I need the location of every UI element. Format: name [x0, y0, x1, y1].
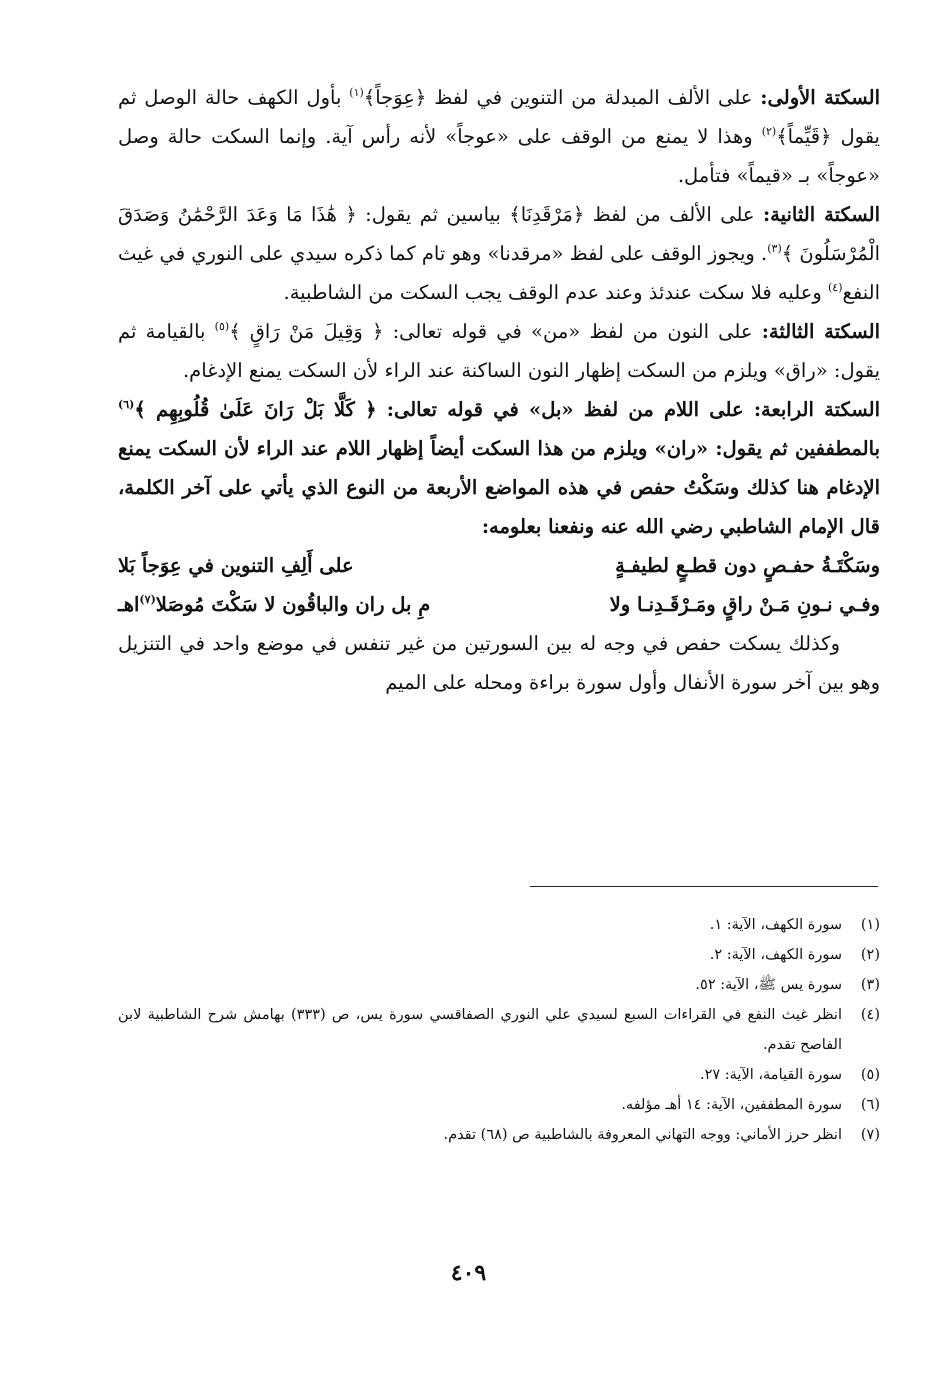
footnote-text: سورة يس ﷺ، الآية: ٥٢.	[695, 977, 842, 993]
paragraph-text: بالمطففين ثم يقول: «ران» ويلزم من هذا السكت أيضاً إظهار اللام عند الراء لأن السكت يمنع الإدغام هنا كذلك وسَكْتُ حفص في هذه المواضع الأربعة من النوع الذي يأتي على آخر الكلمة، قال الإمام الشاطبي رضي الله عنه ونفعنا بعلومه:	[118, 437, 880, 538]
footnote-item	[118, 970, 880, 1000]
paragraph-text: السكتة الرابعة: على اللام من لفظ «بل» في قوله تعالى: ﴿ كَلَّا بَلْ رَانَ عَلَىٰ قُلُوبِهِم ﴾	[134, 398, 880, 421]
footnote-item	[118, 1060, 880, 1090]
footnote-number: (٦)	[860, 1097, 880, 1113]
paragraph-heading: السكتة الثانية:	[762, 203, 880, 226]
footnote-number: (٣)	[860, 977, 880, 993]
verse-line	[118, 585, 880, 624]
verse-hemistich-right: وفـي نـونِ مَـنْ راقٍ ومَـرْقَـدِنـا ولا	[609, 593, 880, 616]
paragraph-text: وعليه فلا سكت عندئذ وعند عدم الوقف يجب السكت من الشاطبية.	[283, 281, 828, 304]
verse-hemistich-right: وسَكْتَـةُ حفـصٍ دون قطـعٍ لطيفـةٍ	[615, 554, 880, 577]
verse-ending: اهـ	[118, 593, 140, 616]
poem-verses	[118, 546, 880, 624]
paragraph-closing	[118, 624, 880, 702]
footnote-number: (١)	[860, 917, 880, 933]
footnote-text: سورة الكهف، الآية: ١.	[709, 917, 842, 933]
paragraph-text: . ويجوز الوقف على لفظ «مرقدنا» وهو تام كما ذكره سيدي على النوري في غيث النفع	[118, 242, 880, 304]
footnote-ref: (٧)	[139, 593, 156, 606]
footnote-ref: (١)	[349, 86, 364, 99]
footnote-number: (٢)	[860, 947, 880, 963]
footnote-item	[118, 910, 880, 940]
footnote-ref: (٥)	[214, 320, 230, 333]
paragraph-heading: السكتة الأولى:	[760, 86, 880, 109]
footnote-number: (٥)	[860, 1067, 880, 1083]
paragraph-heading: السكتة الثالثة:	[761, 320, 881, 343]
paragraph-fourth-pause	[118, 390, 880, 546]
paragraph-third-pause	[118, 312, 880, 390]
verse-hemistich-left-wrap	[118, 585, 430, 624]
footnote-text: سورة القيامة، الآية: ٢٧.	[699, 1067, 842, 1083]
footnote-item	[118, 1120, 880, 1150]
footnote-text: انظر غيث النفع في القراءات السبع لسيدي علي النوري الصفاقسي سورة يس، ص (٣٣٣) بهامش شرح الشاطبية لابن الفاصح تقدم.	[118, 1007, 842, 1053]
footnote-divider	[530, 886, 878, 887]
paragraph-text: على الألف المبدلة من التنوين في لفظ ﴿عِوَجاً﴾	[363, 86, 761, 109]
footnote-ref: (٤)	[827, 281, 843, 294]
page-number: ٤٠٩	[450, 1260, 487, 1286]
footnote-ref: (٣)	[767, 242, 782, 255]
footnote-text: سورة الكهف، الآية: ٢.	[709, 947, 842, 963]
verse-hemistich-left: على أَلِفِ التنوين في عِوَجاً بَلا	[118, 554, 354, 577]
footnote-text: انظر حرز الأماني: ووجه التهاني المعروفة بالشاطبية ص (٦٨) تقدم.	[443, 1127, 842, 1143]
footnote-ref: (٢)	[761, 125, 777, 138]
paragraph-text: بأول الكهف حالة الوصل ثم يقول ﴿قَيِّماً﴾	[118, 86, 880, 148]
footnote-item	[118, 1000, 880, 1060]
paragraph-text: بالقيامة ثم يقول: «راق» ويلزم من السكت إظهار النون الساكنة عند الراء لأن السكت يمنع الإدغام.	[118, 320, 880, 382]
footnote-number: (٧)	[860, 1127, 880, 1143]
footnote-number: (٤)	[860, 1007, 880, 1023]
footnote-item	[118, 940, 880, 970]
footnote-item	[118, 1090, 880, 1120]
paragraph-text: وكذلك يسكت حفص في وجه له بين السورتين من غير تنفس في موضع واحد في التنزيل وهو بين آخر سورة الأنفال وأول سورة براءة ومحله على الميم	[118, 632, 880, 694]
paragraph-text: على الألف من لفظ ﴿مَرْقَدِنَا﴾ بياسين ثم يقول: ﴿ هَٰذَا مَا وَعَدَ الرَّحْمَٰنُ وَصَدَقَ الْمُرْسَلُونَ ﴾	[118, 203, 880, 265]
paragraph-second-pause	[118, 195, 880, 312]
footnote-ref: (٦)	[118, 398, 135, 411]
footnotes	[118, 910, 880, 1150]
main-text	[118, 78, 880, 702]
verse-line	[118, 546, 880, 585]
footnote-text: سورة المطففين، الآية: ١٤ أهـ مؤلفه.	[621, 1097, 842, 1113]
paragraph-text: على النون من لفظ «من» في قوله تعالى: ﴿ وَقِيلَ مَنْ رَاقٍ ﴾	[229, 320, 762, 343]
verse-hemistich-left: مِ بل ران والباقُون لا سَكْتَ مُوصَلا	[155, 593, 431, 616]
paragraph-first-pause	[118, 78, 880, 195]
paragraph-text: وهذا لا يمنع من الوقف على «عوجاً» لأنه رأس آية. وإنما السكت حالة وصل «عوجاً» بـ «قيماً» فتأمل.	[118, 125, 880, 187]
